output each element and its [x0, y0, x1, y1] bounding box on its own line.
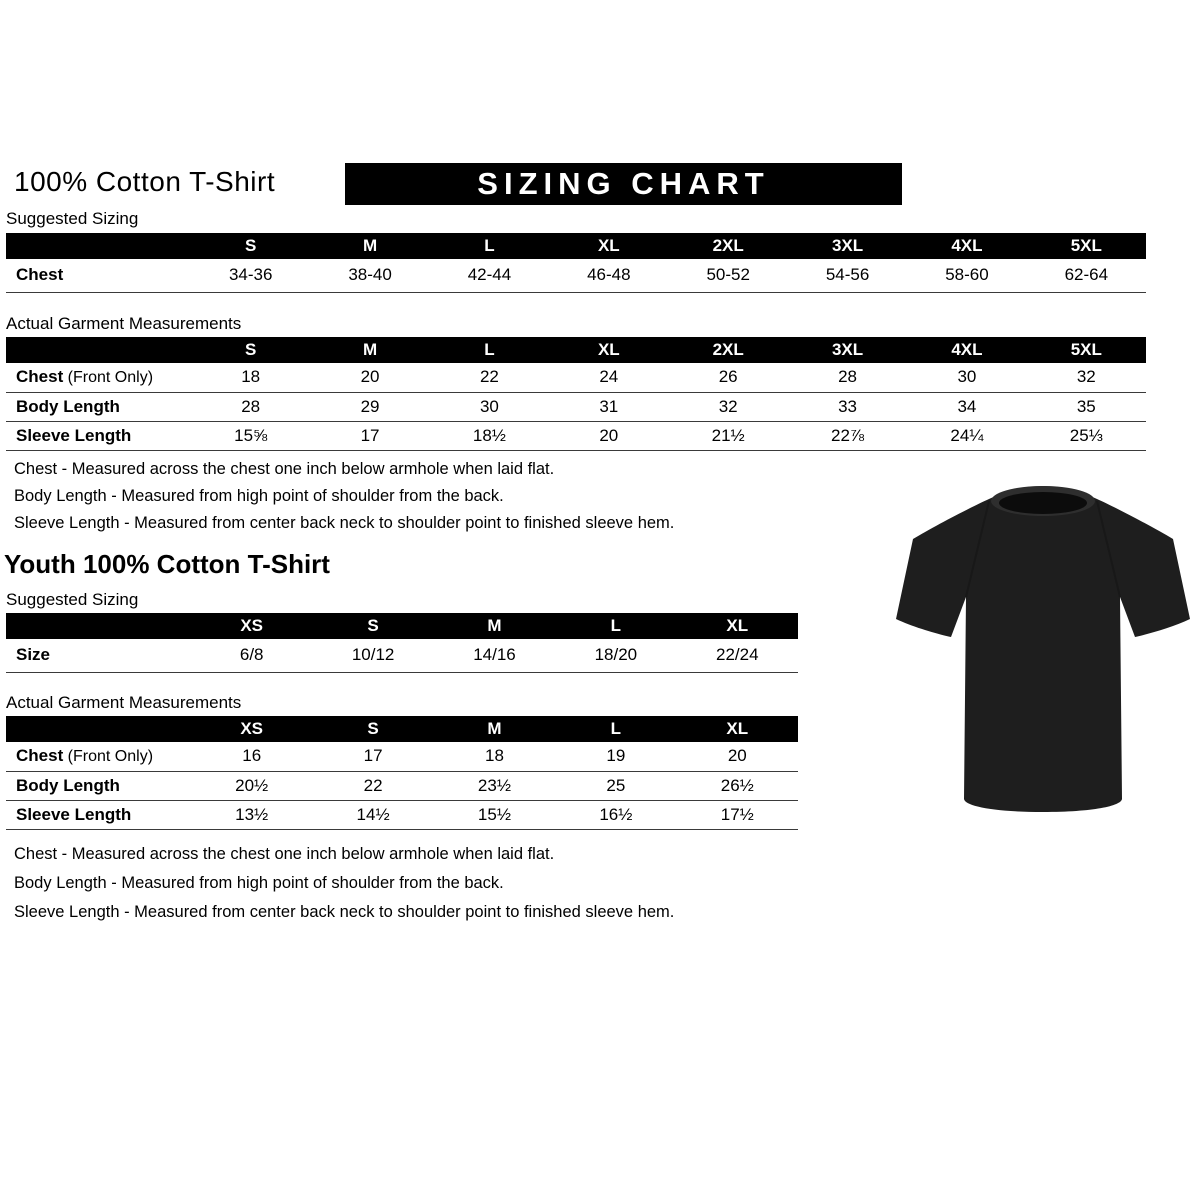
measurement-value: 22/24: [677, 639, 798, 672]
row-label: Chest: [6, 259, 191, 292]
measurement-value: 58-60: [907, 259, 1026, 292]
row-label-suffix: (Front Only): [63, 369, 154, 387]
size-column-header: 3XL: [788, 337, 907, 363]
measurement-value: 6/8: [191, 639, 312, 672]
size-column-header: M: [310, 233, 429, 259]
header-spacer-cell: [6, 337, 191, 363]
measurement-value: 50-52: [669, 259, 788, 292]
sleeve-length-note: Sleeve Length - Measured from center back neck to shoulder point to finished sleeve hem.: [14, 903, 675, 921]
size-column-header: 3XL: [788, 233, 907, 259]
size-column-header: L: [555, 613, 676, 639]
size-column-header: L: [555, 716, 676, 742]
row-label: Size: [6, 639, 191, 672]
adult-suggested-sizing-table: [6, 233, 1146, 293]
row-label-suffix: (Front Only): [63, 748, 154, 766]
measurement-row: [6, 363, 1146, 392]
header-spacer-cell: [6, 613, 191, 639]
tshirt-product-image: [893, 476, 1193, 828]
row-label: Body Length: [6, 392, 191, 421]
measurement-value: 30: [907, 363, 1026, 392]
measurement-row: [6, 421, 1146, 450]
measurement-value: 14/16: [434, 639, 555, 672]
size-column-header: 2XL: [669, 337, 788, 363]
size-column-header: XS: [191, 613, 312, 639]
chest-note: Chest - Measured across the chest one inch below armhole when laid flat.: [14, 460, 555, 478]
size-column-header: 2XL: [669, 233, 788, 259]
measurement-value: 10/12: [312, 639, 433, 672]
measurement-value: 20: [677, 742, 798, 771]
size-column-header: M: [434, 716, 555, 742]
measurement-value: 20½: [191, 771, 312, 800]
row-label: Sleeve Length: [6, 800, 191, 829]
size-column-header: 4XL: [907, 337, 1026, 363]
measurement-value: 62-64: [1027, 259, 1146, 292]
measurement-value: 23½: [434, 771, 555, 800]
measurement-value: 28: [788, 363, 907, 392]
measurement-row: [6, 392, 1146, 421]
measurement-value: 32: [1027, 363, 1146, 392]
measurement-row: [6, 771, 798, 800]
size-header-row: [6, 233, 1146, 259]
measurement-value: 38-40: [310, 259, 429, 292]
size-column-header: M: [434, 613, 555, 639]
measurement-value: 13½: [191, 800, 312, 829]
measurement-value: 19: [555, 742, 676, 771]
measurement-row: [6, 259, 1146, 292]
measurement-value: 31: [549, 392, 668, 421]
size-header-row: [6, 337, 1146, 363]
measurement-row: [6, 800, 798, 829]
size-column-header: 5XL: [1027, 233, 1146, 259]
row-label: Chest (Front Only): [6, 363, 191, 392]
measurement-value: 34-36: [191, 259, 310, 292]
size-column-header: XL: [677, 716, 798, 742]
size-column-header: L: [430, 233, 549, 259]
measurement-value: 42-44: [430, 259, 549, 292]
youth-actual-measurements-label: Actual Garment Measurements: [6, 693, 242, 712]
measurement-value: 18/20: [555, 639, 676, 672]
measurement-value: 46-48: [549, 259, 668, 292]
size-column-header: 5XL: [1027, 337, 1146, 363]
measurement-value: 20: [549, 421, 668, 450]
size-column-header: XL: [677, 613, 798, 639]
measurement-value: 17: [310, 421, 429, 450]
measurement-value: 33: [788, 392, 907, 421]
size-header-row: [6, 613, 798, 639]
measurement-value: 25⅓: [1027, 421, 1146, 450]
measurement-value: 20: [310, 363, 429, 392]
measurement-value: 22: [312, 771, 433, 800]
measurement-row: [6, 742, 798, 771]
size-column-header: S: [312, 716, 433, 742]
measurement-value: 18: [434, 742, 555, 771]
size-column-header: S: [191, 233, 310, 259]
measurement-value: 18: [191, 363, 310, 392]
size-column-header: XL: [549, 337, 668, 363]
youth-section-title: Youth 100% Cotton T-Shirt: [4, 549, 330, 579]
size-column-header: XL: [549, 233, 668, 259]
row-label: Body Length: [6, 771, 191, 800]
size-header-row: [6, 716, 798, 742]
measurement-value: 22: [430, 363, 549, 392]
measurement-value: 32: [669, 392, 788, 421]
measurement-value: 35: [1027, 392, 1146, 421]
measurement-value: 16: [191, 742, 312, 771]
measurement-value: 15⅝: [191, 421, 310, 450]
body-length-note: Body Length - Measured from high point of shoulder from the back.: [14, 487, 504, 505]
page-title: 100% Cotton T-Shirt: [14, 166, 276, 197]
size-column-header: M: [310, 337, 429, 363]
measurement-value: 26: [669, 363, 788, 392]
body-length-note: Body Length - Measured from high point of shoulder from the back.: [14, 874, 504, 892]
row-label: Sleeve Length: [6, 421, 191, 450]
adult-suggested-sizing-label: Suggested Sizing: [6, 209, 139, 228]
measurement-value: 28: [191, 392, 310, 421]
size-column-header: S: [191, 337, 310, 363]
measurement-value: 17: [312, 742, 433, 771]
measurement-value: 54-56: [788, 259, 907, 292]
measurement-value: 21½: [669, 421, 788, 450]
adult-actual-measurements-label: Actual Garment Measurements: [6, 314, 242, 333]
measurement-value: 22⅞: [788, 421, 907, 450]
row-label: Chest (Front Only): [6, 742, 191, 771]
sizing-chart-banner: SIZING CHART: [345, 163, 902, 205]
measurement-value: 15½: [434, 800, 555, 829]
measurement-value: 17½: [677, 800, 798, 829]
sleeve-length-note: Sleeve Length - Measured from center back neck to shoulder point to finished sleeve hem.: [14, 514, 675, 532]
measurement-value: 18½: [430, 421, 549, 450]
youth-measurement-notes: [14, 840, 674, 927]
youth-suggested-sizing-label: Suggested Sizing: [6, 590, 139, 609]
adult-actual-measurements-table: [6, 337, 1146, 451]
adult-measurement-notes: [14, 456, 674, 537]
black-tshirt-graphic: [893, 476, 1193, 828]
size-column-header: XS: [191, 716, 312, 742]
size-column-header: 4XL: [907, 233, 1026, 259]
measurement-value: 34: [907, 392, 1026, 421]
measurement-value: 24¼: [907, 421, 1026, 450]
measurement-value: 24: [549, 363, 668, 392]
size-column-header: L: [430, 337, 549, 363]
chest-note: Chest - Measured across the chest one inch below armhole when laid flat.: [14, 845, 555, 863]
size-column-header: S: [312, 613, 433, 639]
measurement-value: 30: [430, 392, 549, 421]
measurement-row: [6, 639, 798, 672]
youth-suggested-sizing-table: [6, 613, 798, 673]
header-spacer-cell: [6, 716, 191, 742]
measurement-value: 16½: [555, 800, 676, 829]
measurement-value: 29: [310, 392, 429, 421]
measurement-value: 25: [555, 771, 676, 800]
youth-actual-measurements-table: [6, 716, 798, 830]
measurement-value: 14½: [312, 800, 433, 829]
header-spacer-cell: [6, 233, 191, 259]
measurement-value: 26½: [677, 771, 798, 800]
